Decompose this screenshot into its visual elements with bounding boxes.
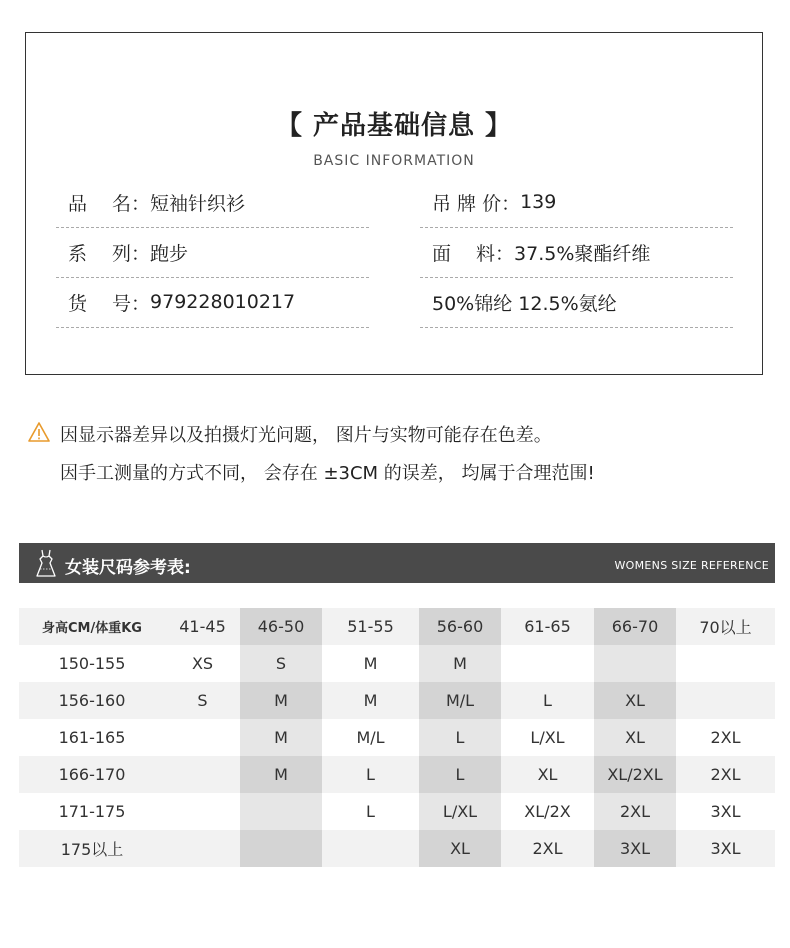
table-cell — [594, 645, 676, 682]
info-value: 979228010217 — [150, 291, 296, 313]
table-cell: 175以上 — [19, 830, 165, 867]
table-cell: L — [501, 682, 594, 719]
info-row-fabric — [420, 227, 733, 278]
header-cell: 61-65 — [501, 608, 594, 645]
table-cell: 161-165 — [19, 719, 165, 756]
table-cell: L — [419, 756, 501, 793]
table-cell: 3XL — [594, 830, 676, 867]
table-cell: 2XL — [594, 793, 676, 830]
info-label: 货 号： — [68, 292, 151, 315]
table-cell: XL — [419, 830, 501, 867]
info-label: 面 料： — [432, 242, 515, 265]
table-cell: 171-175 — [19, 793, 165, 830]
header-cell: 身高CM/体重KG — [19, 608, 165, 645]
size-chart-title-en: WOMENS SIZE REFERENCE — [614, 559, 769, 572]
table-cell: 3XL — [676, 793, 775, 830]
dress-icon — [35, 549, 57, 577]
table-row — [19, 793, 775, 830]
table-cell: M — [419, 645, 501, 682]
table-cell — [501, 645, 594, 682]
table-cell: 156-160 — [19, 682, 165, 719]
info-row-series — [56, 227, 369, 278]
table-cell: M/L — [419, 682, 501, 719]
header-cell: 51-55 — [322, 608, 419, 645]
info-label: 系 列： — [68, 242, 151, 265]
table-cell: M — [240, 719, 322, 756]
info-row-name — [56, 177, 369, 228]
table-cell: 166-170 — [19, 756, 165, 793]
info-subtitle: BASIC INFORMATION — [313, 153, 475, 169]
info-title: 【 产品基础信息 】 — [275, 111, 513, 141]
table-cell: L — [322, 793, 419, 830]
table-row — [19, 682, 775, 719]
info-row-fabric-cont — [420, 277, 733, 328]
table-cell: L/XL — [501, 719, 594, 756]
table-cell: M — [322, 645, 419, 682]
table-cell — [165, 719, 240, 756]
table-cell: XL — [594, 682, 676, 719]
info-label: 品 名： — [68, 192, 151, 215]
table-row — [19, 830, 775, 867]
table-cell: S — [240, 645, 322, 682]
table-cell: XL/2XL — [594, 756, 676, 793]
size-chart-title: 女装尺码参考表: — [65, 558, 191, 578]
info-row-price — [420, 177, 733, 228]
table-cell: S — [165, 682, 240, 719]
table-cell: 2XL — [676, 756, 775, 793]
basic-info-panel — [25, 32, 763, 375]
header-cell: 46-50 — [240, 608, 322, 645]
table-cell: 2XL — [501, 830, 594, 867]
table-row — [19, 645, 775, 682]
info-value: 37.5%聚酯纤维 — [514, 242, 651, 265]
table-cell: L — [322, 756, 419, 793]
warning-triangle-icon — [28, 422, 50, 442]
size-chart-header — [19, 543, 775, 583]
table-row — [19, 719, 775, 756]
header-cell: 41-45 — [165, 608, 240, 645]
table-cell: 150-155 — [19, 645, 165, 682]
info-row-sku — [56, 277, 369, 328]
table-cell — [240, 830, 322, 867]
info-value: 跑步 — [150, 242, 189, 265]
table-cell: XL — [501, 756, 594, 793]
table-cell — [240, 793, 322, 830]
size-table — [19, 608, 775, 867]
table-cell: XL/2X — [501, 793, 594, 830]
table-cell: 3XL — [676, 830, 775, 867]
table-cell: L/XL — [419, 793, 501, 830]
notice-line-2: 因手工测量的方式不同， 会存在 ±3CM 的误差， 均属于合理范围! — [60, 463, 595, 484]
table-cell: M/L — [322, 719, 419, 756]
table-cell — [165, 793, 240, 830]
table-cell: M — [240, 682, 322, 719]
table-row — [19, 756, 775, 793]
table-cell — [165, 830, 240, 867]
table-cell: M — [240, 756, 322, 793]
table-cell — [322, 830, 419, 867]
table-cell — [165, 756, 240, 793]
table-cell: XS — [165, 645, 240, 682]
size-table-header — [19, 608, 775, 645]
table-cell: XL — [594, 719, 676, 756]
table-cell: M — [322, 682, 419, 719]
notice-line-1: 因显示器差异以及拍摄灯光问题， 图片与实物可能存在色差。 — [60, 425, 552, 446]
table-cell: L — [419, 719, 501, 756]
table-cell — [676, 682, 775, 719]
info-label: 吊 牌 价： — [432, 192, 521, 215]
header-cell: 66-70 — [594, 608, 676, 645]
info-value: 50%锦纶 12.5%氨纶 — [432, 292, 617, 315]
header-cell: 70以上 — [676, 608, 775, 645]
table-cell — [676, 645, 775, 682]
header-cell: 56-60 — [419, 608, 501, 645]
info-value: 139 — [520, 191, 557, 213]
info-value: 短袖针织衫 — [150, 192, 246, 215]
table-cell: 2XL — [676, 719, 775, 756]
